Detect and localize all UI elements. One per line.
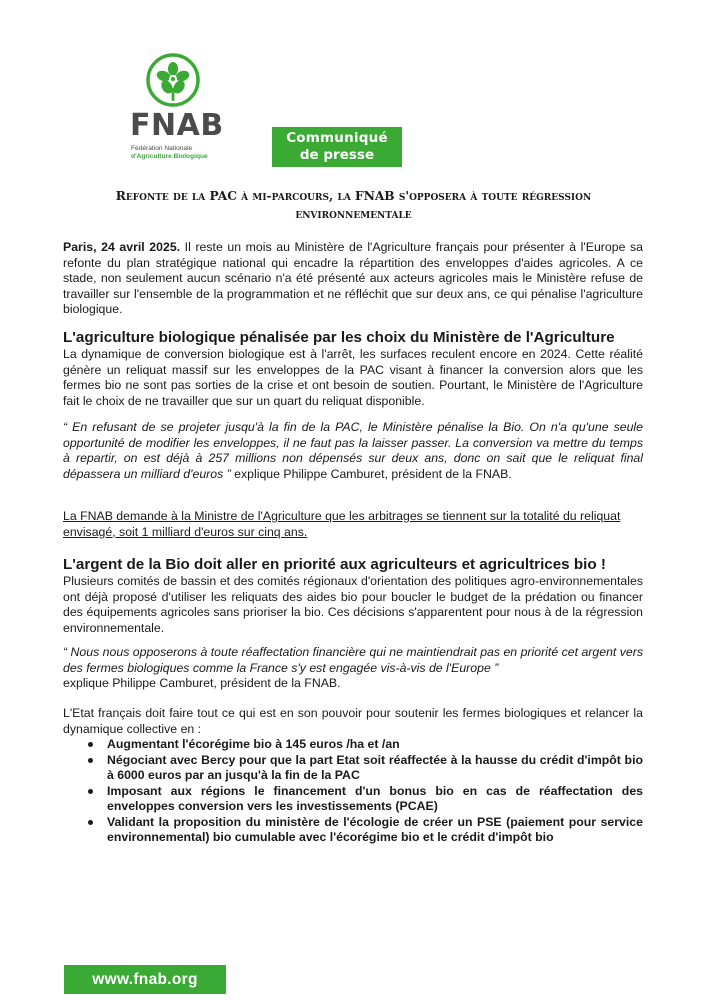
section2-quote-block <box>63 645 643 692</box>
logo-subtitle-line1: Fédération Nationale <box>131 145 193 152</box>
badge-line2: de presse <box>299 147 375 163</box>
badge-line1: Communiqué <box>286 130 388 146</box>
bullet-icon <box>88 820 93 825</box>
section2-heading: L'argent de la Bio doit aller en priorité aux agriculteurs et agricultrices bio ! <box>63 556 606 573</box>
bullet-icon <box>88 758 93 763</box>
bullet-icon <box>88 742 93 747</box>
list-item: Augmentant l'écorégime bio à 145 euros /ha et /an <box>63 737 643 753</box>
measures-list <box>63 737 643 846</box>
section1-attribution: explique Philippe Camburet, président de la FNAB. <box>230 466 512 481</box>
intro-date: Paris, 24 avril 2025. <box>63 240 181 254</box>
section2-intro: L'Etat français doit faire tout ce qui est en son pouvoir pour soutenir les fermes biologiques et relancer la dynamique collective en : <box>63 706 643 736</box>
section2-attribution: explique Philippe Camburet, président de la FNAB. <box>63 676 341 691</box>
press-release-title: Refonte de la PAC à mi-parcours, la FNAB s'opposera à toute régression environnementale <box>115 189 592 221</box>
section1-heading: L'agriculture biologique pénalisée par les choix du Ministère de l'Agriculture <box>63 329 615 346</box>
intro-text: Il reste un mois au Ministère de l'Agriculture français pour présenter à l'Europe sa refonte du plan stratégique national qui encadre la répartition des enveloppes d'aides agricoles. A ce stade, non seulement aucun scénario n'a été présenté aux acteurs agricoles mais le Ministère refuse de travailler sur l'ensemble de la programmation et ne réfléchit que sur deux ans, ce qui pénalise l'agriculture biologique. <box>63 240 643 317</box>
section1-quote: “ En refusant de se projeter jusqu'à la fin de la PAC, le Ministère pénalise la Bio. On n'a qu'une seule opportunité de modifier les enveloppes, il ne faut pas la laisser passer. La conversion va mettre du temps à repartir, on est déjà à 257 millions non dépensés sur deux ans, donc on sait que le reliquat final dépassera un milliard d'euros ” <box>63 420 643 481</box>
logo-subtitle-line2: d'Agriculture Biologique <box>131 153 208 160</box>
section1-quote-block <box>63 420 643 482</box>
website-link[interactable]: www.fnab.org <box>64 965 226 994</box>
section2-paragraph: Plusieurs comités de bassin et des comités régionaux d'orientation des politiques agro-environnementales ont déjà proposé d'utiliser les reliquats des aides bio pour boucler le budget de la prédation ou financer des équipements agricoles sans prioriser la bio. Ces décisions s'apparentent pour nous à de la régression environnementale. <box>63 574 643 635</box>
list-item: Imposant aux régions le financement d'un bonus bio en cas de réaffectation des enveloppes conversion vers les investissements (PCAE) <box>63 784 643 815</box>
list-item: Validant la proposition du ministère de l'écologie de créer un PSE (paiement pour service environnemental) bio cumulable avec l'écorégime bio et le crédit d'impôt bio <box>63 815 643 846</box>
list-item: Négociant avec Bercy pour que la part Etat soit réaffectée à la hausse du crédit d'impôt bio à 6000 euros par an jusqu'à la fin de la PAC <box>63 753 643 784</box>
logo-wordmark: FNAB <box>130 108 224 143</box>
section1-paragraph: La dynamique de conversion biologique est à l'arrêt, les surfaces reculent encore en 2024. Cette réalité génère un reliquat massif sur les enveloppes de la PAC visant à financer la conversion alors que les fermes bio ne sont pas sorties de la crise et ont besoin de soutien. Pourtant, le Ministère de l'Agriculture fait le choix de ne travailler que sur un quart du reliquat disponible. <box>63 347 643 408</box>
intro-paragraph <box>63 240 643 318</box>
fnab-demand: La FNAB demande à la Ministre de l'Agriculture que les arbitrages se tiennent sur la totalité du reliquat envisagé, soit 1 milliard d'euros sur cinq ans. <box>63 509 621 539</box>
flower-logo-icon <box>145 52 201 108</box>
section2-quote: “ Nous nous opposerons à toute réaffectation financière qui ne maintiendrait pas en priorité cet argent vers des fermes biologiques comme la France s'y est engagée vis-à-vis de l'Europe ” <box>63 645 643 675</box>
communique-badge <box>272 127 402 167</box>
bullet-icon <box>88 789 93 794</box>
